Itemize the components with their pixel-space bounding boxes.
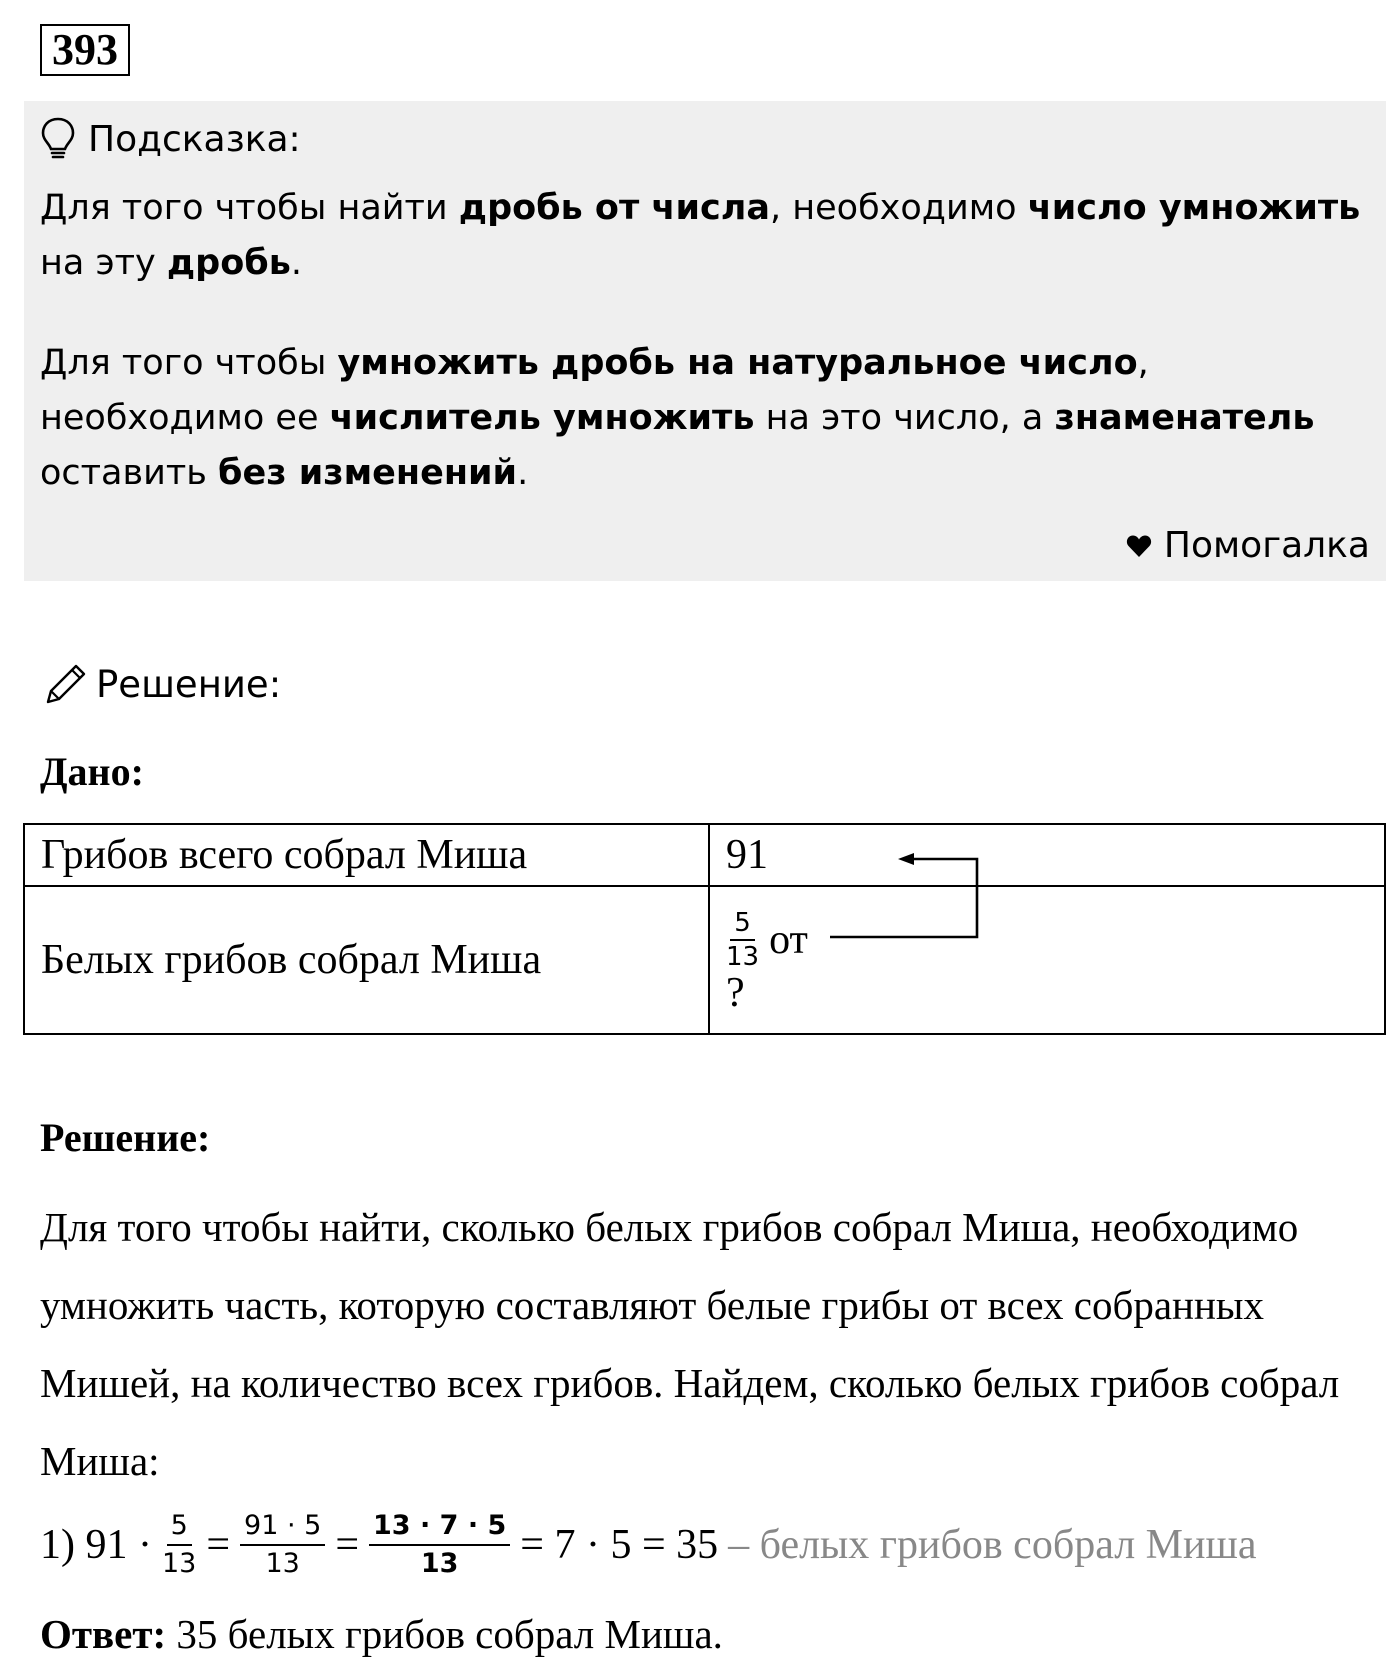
text-run: Для того чтобы найти	[40, 188, 459, 228]
solution-heading: Решение:	[96, 662, 282, 706]
bold-phrase: знаменатель	[1054, 398, 1315, 438]
equals-sign: =	[206, 1522, 231, 1568]
pencil-icon	[42, 660, 90, 708]
solution-header	[42, 660, 281, 708]
solution-text: Для того чтобы найти, сколько белых грибов собрал Миша, необходимо умножить часть, которую составляют белые грибы от всех собранных Мишей, на количество всех грибов. Найдем, сколько белых грибов собрал Миша:	[40, 1204, 1340, 1484]
task-number: 393	[40, 24, 130, 76]
given-table	[23, 823, 1386, 1035]
hint-box	[24, 101, 1386, 581]
answer-text: 35 белых грибов собрал Миша.	[166, 1611, 723, 1657]
answer	[40, 1610, 723, 1658]
hint-paragraph-1	[40, 181, 1370, 291]
bold-phrase: умножить дробь на натуральное число	[337, 343, 1138, 383]
hint-header	[40, 111, 301, 167]
bold-phrase: число умножить	[1027, 188, 1361, 228]
bold-phrase: дробь	[166, 243, 291, 283]
fraction: $\frac{91 \cdot 5}{13}$	[240, 1508, 325, 1582]
formula-comment: – белых грибов собрал Миша	[728, 1522, 1257, 1568]
formula-prefix: 1) 91 ·	[40, 1522, 152, 1568]
text-run: оставить	[40, 453, 219, 493]
total-value: 91	[709, 824, 1385, 886]
hint-title: Подсказка:	[88, 118, 301, 160]
text-run: , необходимо ее	[40, 343, 1149, 438]
text-run: на эту	[40, 243, 167, 283]
total-label: Грибов всего собрал Миша	[24, 824, 709, 886]
lightbulb-icon	[40, 116, 76, 162]
arrow-connector	[830, 855, 1130, 935]
bold-phrase: без изменений	[218, 453, 518, 493]
fraction: $\frac{5}{13}$	[161, 1510, 197, 1579]
brand-name: Помогалка	[1163, 525, 1370, 566]
brand-label	[1126, 525, 1370, 566]
table-row	[24, 824, 1385, 886]
formula	[40, 1500, 1256, 1590]
formula-result: = 7 · 5 = 35	[520, 1522, 719, 1568]
bold-phrase: дробь от числа	[458, 188, 770, 228]
table-row	[24, 886, 1385, 1034]
fraction: $\frac{13 \cdot 7 \cdot 5}{13}$	[369, 1508, 510, 1582]
solution-title: Решение:	[40, 1115, 211, 1160]
text-run: .	[290, 243, 302, 283]
text-run: на это число, а	[754, 398, 1055, 438]
text-run: Для того чтобы	[40, 343, 338, 383]
heart-icon	[1126, 534, 1152, 558]
text-run: , необходимо	[770, 188, 1028, 228]
hint-paragraph-2	[40, 336, 1370, 501]
unknown-mark: ?	[726, 970, 745, 1016]
given-title: Дано:	[40, 749, 144, 794]
white-label: Белых грибов собрал Миша	[24, 886, 709, 1034]
text-run: .	[517, 453, 529, 493]
ot-word: от	[769, 917, 808, 963]
white-value-cell	[709, 886, 1385, 1034]
answer-label: Ответ:	[40, 1611, 167, 1657]
equals-sign: =	[335, 1522, 360, 1568]
bold-phrase: числитель умножить	[329, 398, 755, 438]
fraction: $\frac{5}{13}$	[726, 908, 760, 972]
